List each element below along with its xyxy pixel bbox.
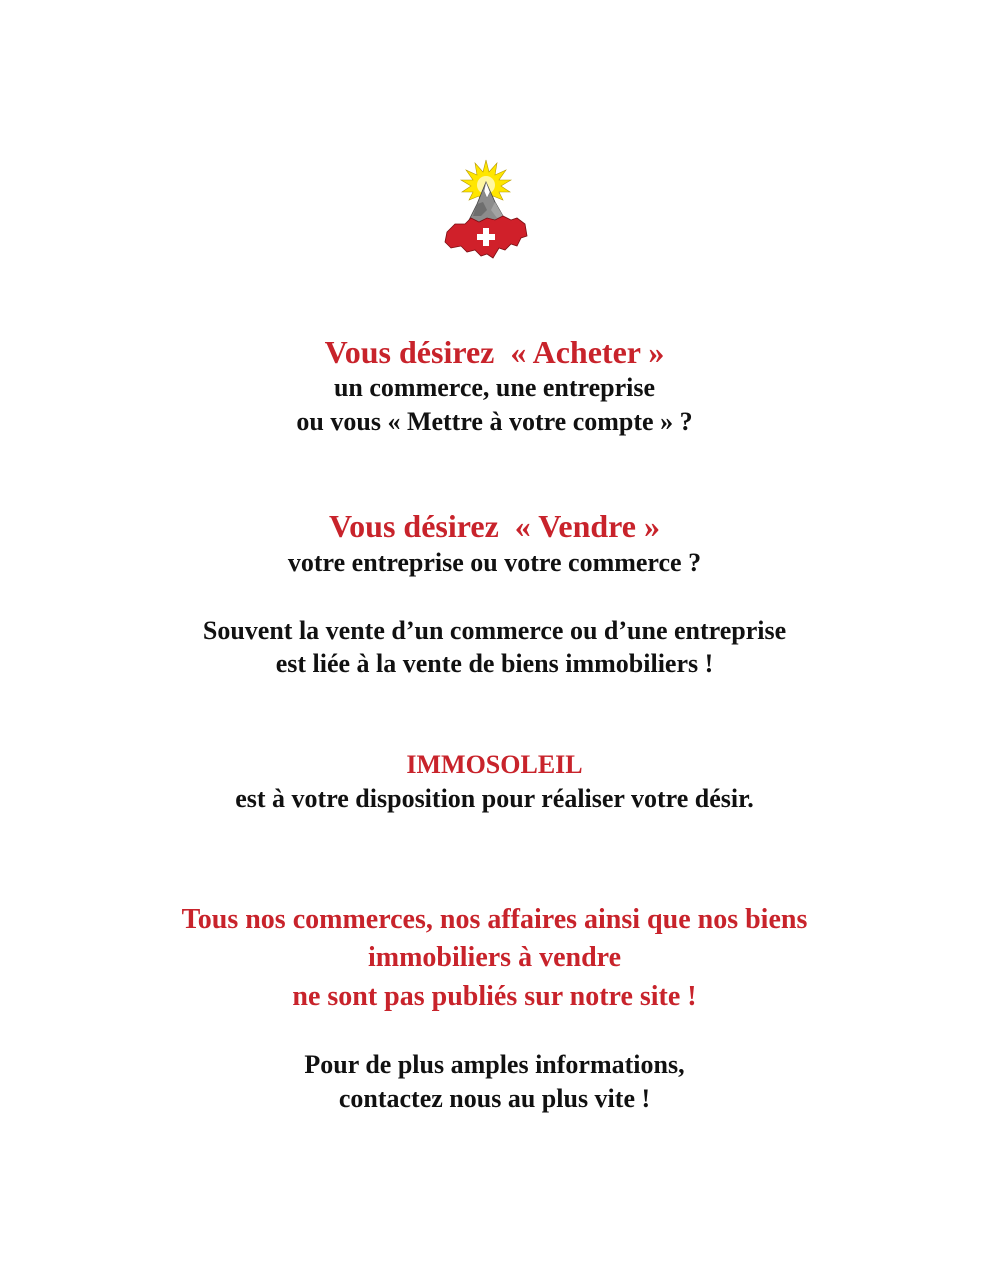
buy-line-1: un commerce, une entreprise: [333, 373, 656, 402]
swiss-flag-map-icon: [445, 216, 527, 258]
brand-name: IMMOSOLEIL: [406, 750, 583, 779]
note-line-2: est liée à la vente de biens immobiliers !: [275, 649, 714, 678]
brand-line-1: est à votre disposition pour réaliser votre désir.: [235, 784, 754, 813]
notice-line-2: immobiliers à vendre: [367, 942, 621, 973]
note-line-1: Souvent la vente d’un commerce ou d’une entreprise: [202, 616, 787, 645]
sell-line-1: votre entreprise ou votre commerce ?: [287, 548, 702, 577]
buy-line-2: ou vous « Mettre à votre compte » ?: [296, 407, 693, 436]
contact-line-2: contactez nous au plus vite !: [338, 1084, 651, 1113]
notice-line-1: Tous nos commerces, nos affaires ainsi que nos biens: [181, 904, 808, 935]
swiss-mountain-sun-logo: [441, 158, 531, 268]
buy-heading: Vous désirez « Acheter »: [324, 334, 665, 370]
notice-line-3: ne sont pas publiés sur notre site !: [292, 981, 697, 1012]
contact-line-1: Pour de plus amples informations,: [304, 1050, 685, 1079]
sell-heading: Vous désirez « Vendre »: [328, 508, 660, 544]
